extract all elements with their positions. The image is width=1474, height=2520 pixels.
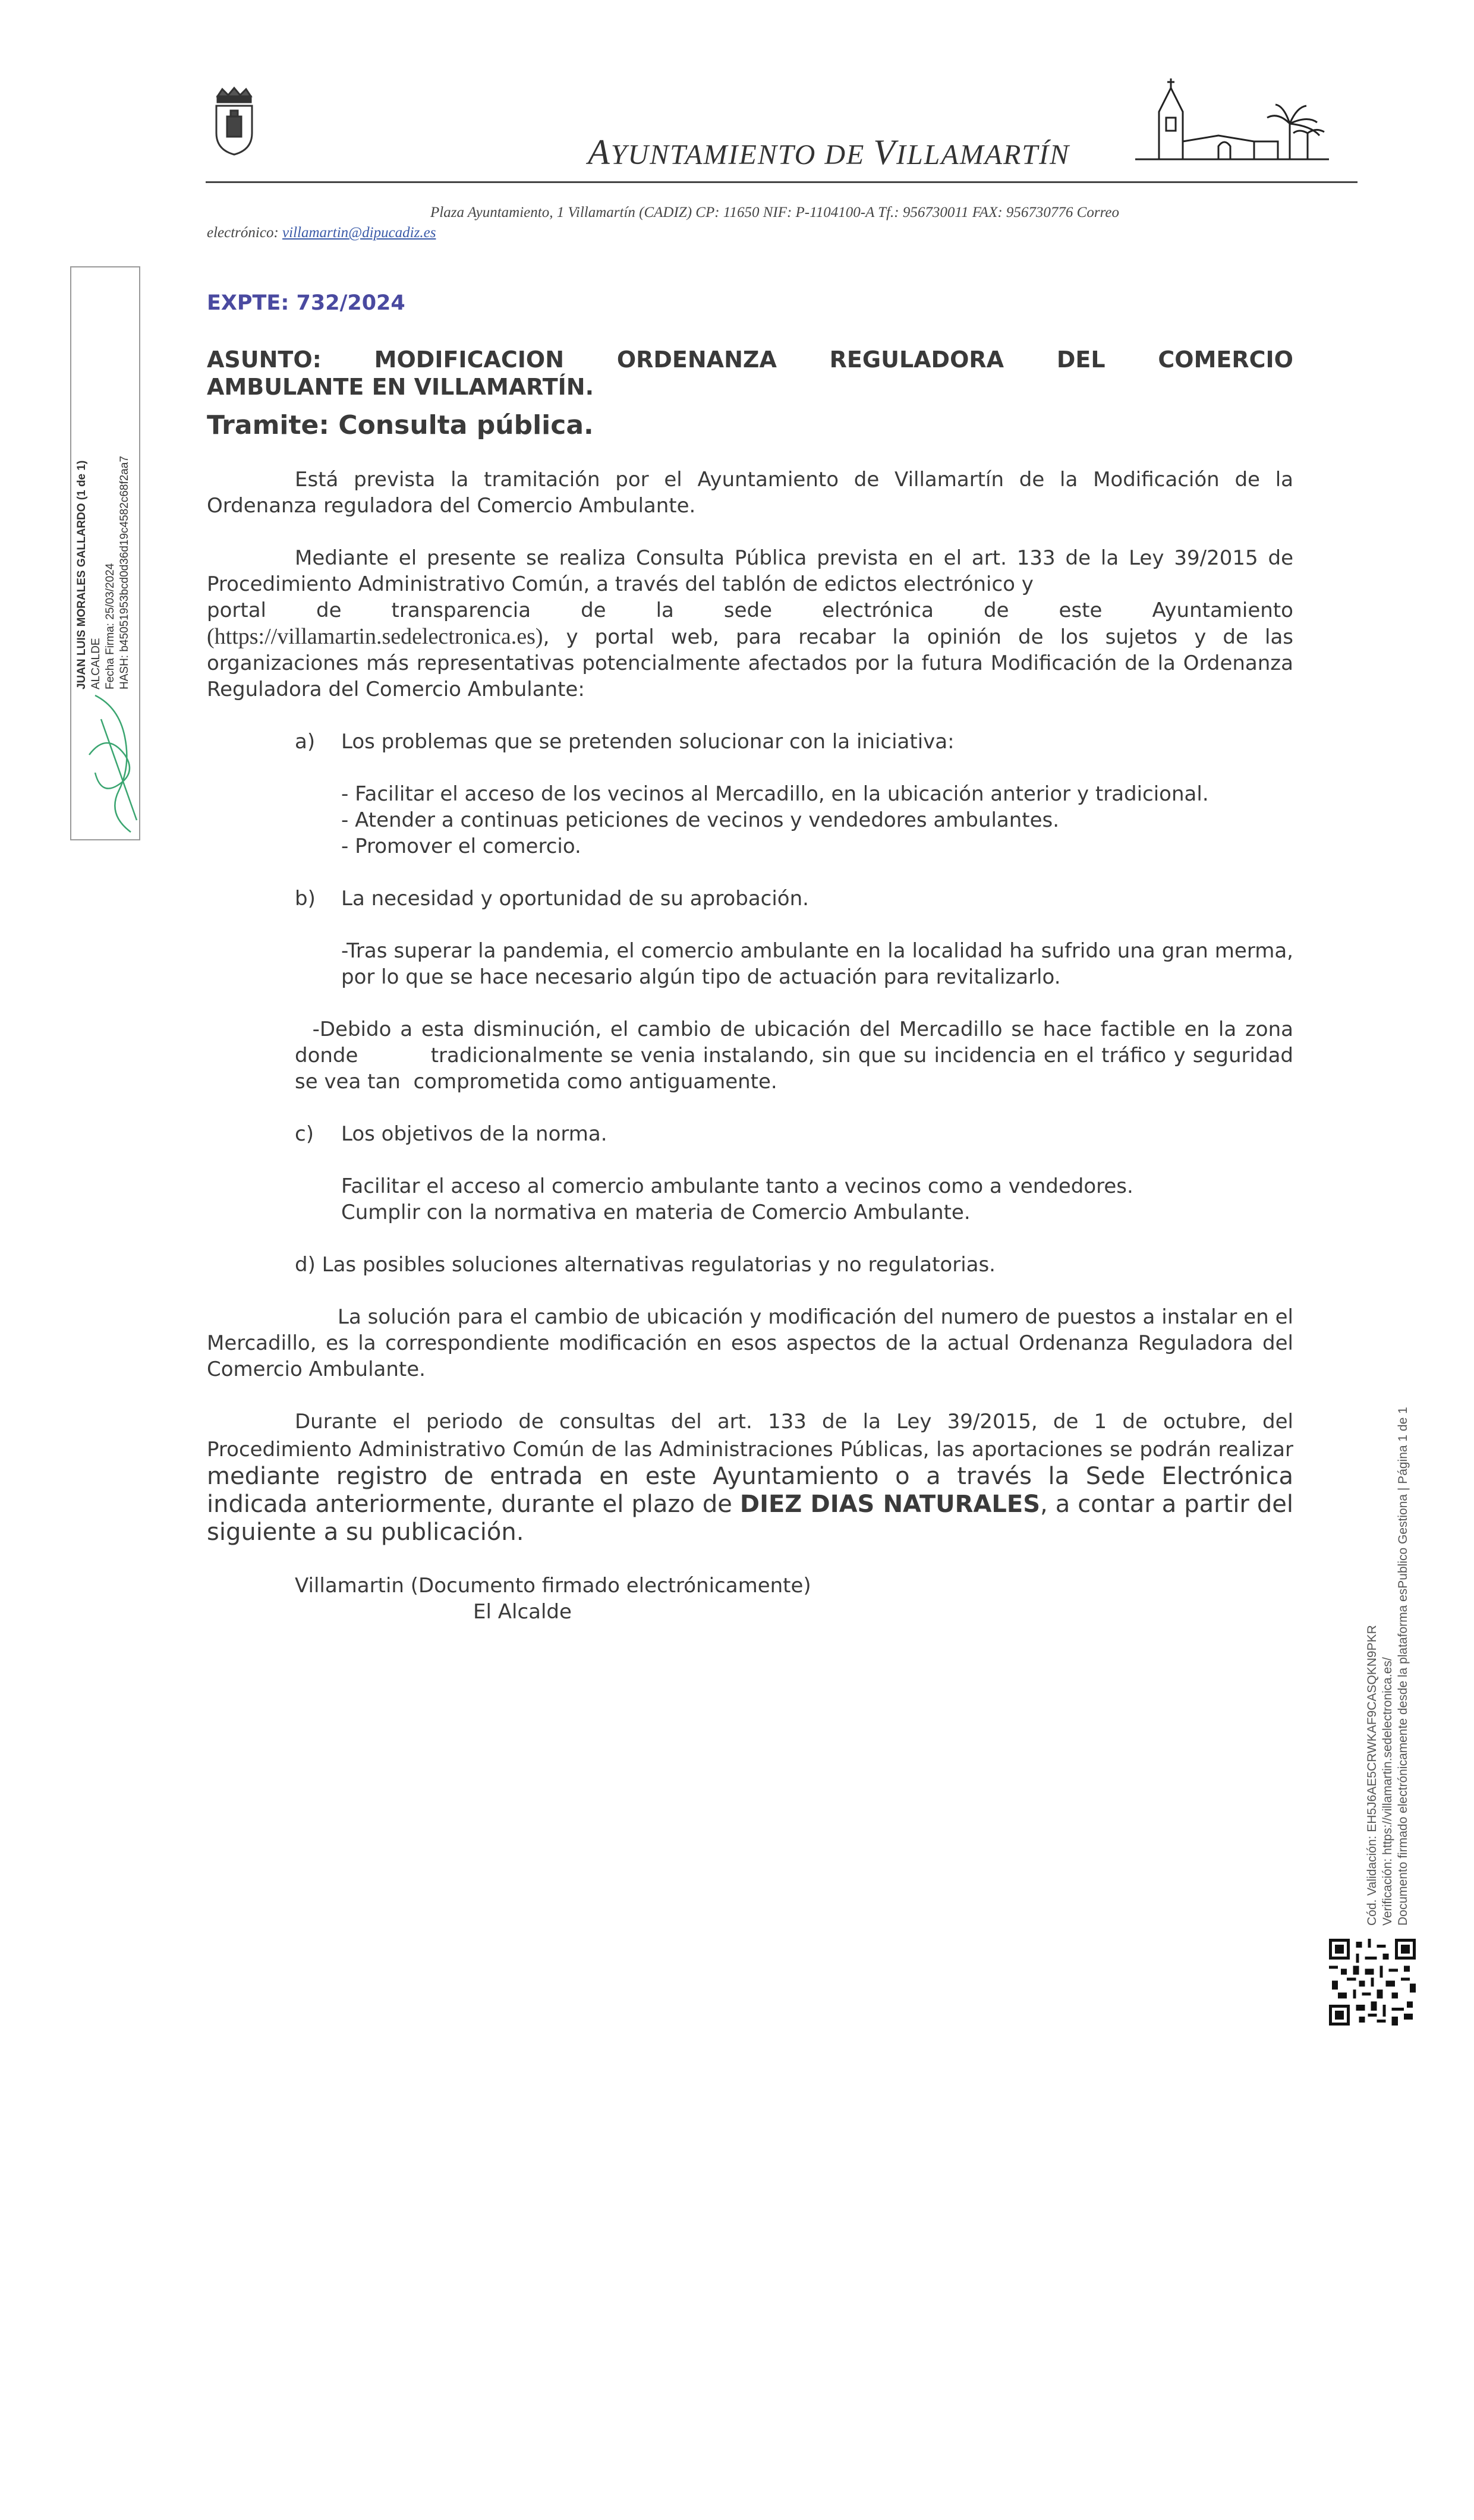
email-link[interactable]: villamartin@dipucadiz.es [282,225,436,241]
validation-code: Cód. Validación: EH5J6AE5CRWKAF9CASQKN9PKR [1365,1625,1379,1926]
document-body [207,291,1300,1625]
paragraph-consulta-2: (https://villamartin.sedelectronica.es), y portal web, para recabar la opinión de los sujetos y de las organizaciones más representativas potencialmente afectados por la futura Modificación de la Ordenanza Reguladora del Comercio Ambulante: [207,624,1293,701]
coat-of-arms-logo [210,86,258,157]
paragraph-solution: La solución para el cambio de ubicación y modificación del numero de puestos a instalar en el Mercadillo, es la correspondiente modificación en esos aspectos de la actual Ordenanza Reguladora del Comercio Ambulante. [207,1305,1293,1381]
handwritten-signature [83,683,143,838]
deadline: DIEZ DIAS NATURALES [739,1491,1041,1518]
qr-code-icon [1329,1939,1416,2026]
validation-platform: Documento firmado electrónicamente desde la plataforma esPublico Gestiona | Página 1 de 1 [1396,1407,1410,1926]
organization-name: AYUNTAMIENTO DE VILLAMARTÍN [588,133,1070,172]
signer-name: JUAN LUIS MORALES GALLARDO (1 de 1) [75,460,88,689]
closing-place: Villamartin (Documento firmado electrónicamente) [295,1574,811,1598]
list-item-a: a) Los problemas que se pretenden solucionar con la iniciativa: [295,730,955,754]
subject-line-2: AMBULANTE EN VILLAMARTÍN. [207,374,594,400]
list-item-d: d) Las posibles soluciones alternativas regulatorias y no regulatorias. [295,1253,996,1277]
subject [207,346,1293,401]
email-line: electrónico: villamartin@dipucadiz.es [207,225,436,241]
list-item-c: c) Los objetivos de la norma. [295,1122,607,1146]
list-c-item-2: Cumplir con la normativa en materia de Comercio Ambulante. [341,1201,971,1224]
file-number: EXPTE: 732/2024 [207,291,405,315]
paragraph-consulta-line: portal de transparencia de la sede electrónica de este Ayuntamiento [207,598,1293,622]
validation-url: Verificación: https://villamartin.sedelectronica.es/ [1381,1657,1394,1926]
list-a-item-3: - Promover el comercio. [341,834,581,858]
list-c-item-1: Facilitar el acceso al comercio ambulante tanto a vecinos como a vendedores. [341,1174,1133,1198]
list-b-item-2: -Debido a esta disminución, el cambio de ubicación del Mercadillo se hace factible en la zona donde tradicionalmente se venia instalando, sin que su incidencia en el tráfico y seguridad se vea tan comprometida como antiguamente. [295,1018,1300,1094]
procedure-title: Tramite: Consulta pública. [207,410,594,440]
sede-url: (https://villamartin.sedelectronica.es) [207,624,543,649]
list-item-b: b) La necesidad y oportunidad de su aprobación. [295,887,809,911]
paragraph-consulta-1: Mediante el presente se realiza Consulta Pública prevista en el art. 133 de la Ley 39/2015 de Procedimiento Administrativo Común, a través del tablón de edictos electrónico y [207,546,1293,596]
address-line: Plaza Ayuntamiento, 1 Villamartín (CADIZ) CP: 11650 NIF: P-1104100-A Tf.: 956730011 FAX: 956730776 Correo [430,204,1119,220]
list-a-item-2: - Atender a continuas peticiones de vecinos y vendedores ambulantes. [341,808,1060,832]
paragraph-final: Durante el periodo de consultas del art. 133 de la Ley 39/2015, de 1 de octubre, del Procedimiento Administrativo Común de las Administraciones Públicas, las aportaciones se podrán realizar mediante registro de entrada en este Ayuntamiento o a través la Sede Electrónica indicada anteriormente, durante el plazo de DIEZ DIAS NATURALES, a contar a partir del siguiente a su publicación. [207,1410,1293,1546]
signer-role: ALCALDE [90,638,102,689]
signature-date: Fecha Firma: 25/03/2024 [104,563,116,689]
paragraph-intro: Está prevista la tramitación por el Ayuntamiento de Villamartín de la Modificación de la Ordenanza reguladora del Comercio Ambulante. [207,468,1293,518]
subject-line-1: ASUNTO: MODIFICACION ORDENANZA REGULADORA DEL COMERCIO [207,346,1293,373]
signature-hash: HASH: b45051953bcd0d36d19c4582c68f2aa7 [118,456,131,689]
closing-role: El Alcalde [473,1600,572,1624]
town-skyline-logo [1135,76,1329,165]
signature-info [70,416,140,689]
list-b-item-1: -Tras superar la pandemia, el comercio ambulante en la localidad ha sufrido una gran merma, por lo que se hace necesario algún tipo de actuación para revitalizarlo. [341,939,1293,989]
list-a-item-1: - Facilitar el acceso de los vecinos al Mercadillo, en la ubicación anterior y tradicional. [341,782,1209,806]
header-divider [206,181,1358,183]
